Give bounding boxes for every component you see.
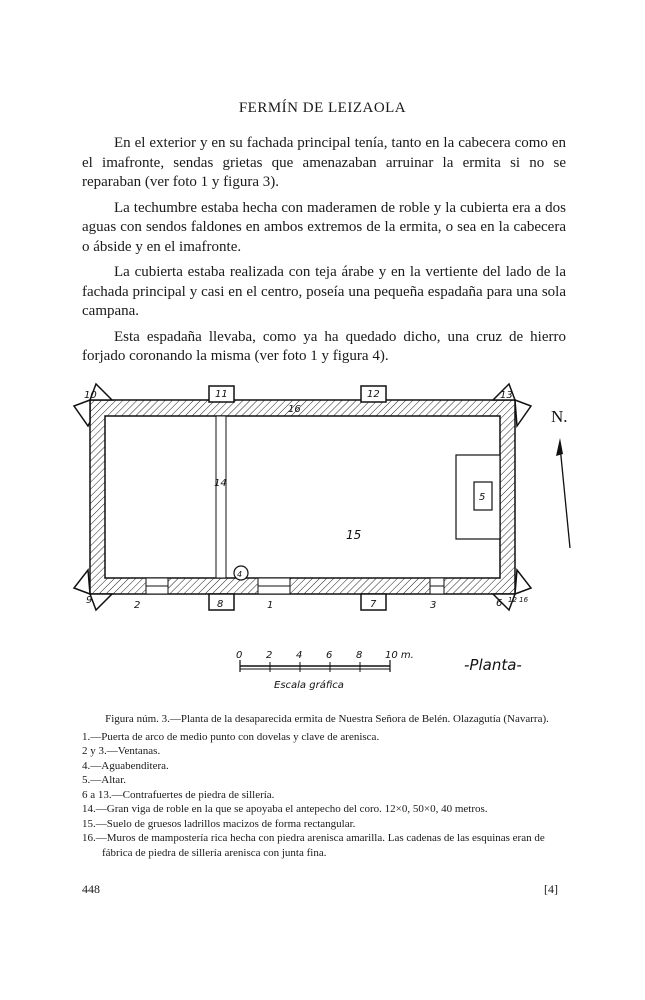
legend-item: 14.—Gran viga de roble en la que se apoyaba el antepecho del coro. 12×0, 50×0, 40 metros. [82,803,488,815]
label-5: 5 [479,492,486,503]
label-11: 11 [215,389,228,400]
caption-title: Figura núm. 3.—Planta de la desaparecida ermita de Nuestra Señora de Belén. Olazagutía (Navarra). [105,713,549,725]
label-7: 7 [370,599,377,610]
legend-item: 2 y 3.—Ventanas. [82,745,161,757]
label-3: 3 [430,600,437,611]
paragraph: En el exterior y en su fachada principal tenía, tanto en la cabecera como en el imafronte, sendas grietas que amenazaban arruinar la ermita si no se reparaban (ver foto 1 y figura 3). [82,135,566,190]
beam-14 [216,416,226,578]
legend-item: 6 a 13.—Contrafuertes de piedra de sillería. [82,788,275,801]
figure-caption [82,712,572,860]
north-label: N. [551,407,568,426]
label-10: 10 [84,390,97,401]
legend-item: 4.—Aguabenditera. [82,759,169,772]
page-number: 448 [82,882,100,896]
label-16: 16 [288,404,301,415]
scale-tick-label: 2 [266,650,273,661]
scale-tick-label: 10 m. [385,650,414,661]
section-number: [4] [544,882,558,896]
scale-tick-label: 0 [236,650,243,661]
label-4: 4 [237,570,243,579]
wall-hatch [90,400,515,594]
label-8: 8 [217,599,224,610]
legend-item: 16.—Muros de mampostería rica hecha con piedra arenisca amarilla. Las cadenas de las esquinas eran de fábrica de piedra de sillería arenisca con junta fina. [82,832,545,859]
paragraph: La cubierta estaba realizada con teja árabe y en la vertiente del lado de la fachada principal y casi en el centro, poseía una pequeña espadaña para una sola campana. [82,264,566,319]
north-arrow-head [556,438,563,456]
scale-tick-label: 6 [326,650,333,661]
paragraph: Esta espadaña llevaba, como ya ha quedado dicho, una cruz de hierro forjado coronando la misma (ver foto 1 y figura 4). [82,328,566,364]
label-15: 15 [346,528,362,542]
label-12: 12 [367,389,380,400]
label-9: 9 [86,595,93,606]
scale-bar [236,650,414,691]
scale-tick-label: 4 [296,650,303,661]
label-13: 13 [500,390,513,401]
legend-item: 15.—Suelo de gruesos ladrillos macizos de forma rectangular. [82,817,356,830]
label-6: 6 [496,598,503,609]
label-2: 2 [134,600,141,611]
floor-plan-figure [60,378,600,698]
body-text [82,134,566,373]
north-arrow [560,446,570,548]
label-1: 1 [267,600,274,611]
floor-plan-drawing [60,378,600,698]
scale-tick-label: 8 [356,650,363,661]
running-header: FERMÍN DE LEIZAOLA [238,100,407,116]
legend-item: 5.—Altar. [82,774,126,786]
legend-item: 1.—Puerta de arco de medio punto con dovelas y clave de arenisca. [82,730,380,743]
paragraph: La techumbre estaba hecha con maderamen de roble y la cubierta era a dos aguas con sendos faldones en ambos extremos de la ermita, o sea en la cabecera o ábside y en el imafronte. [82,199,566,255]
label-14: 14 [214,478,227,489]
plan-title: -Planta- [464,656,522,674]
scale-caption: Escala gráfica [274,680,344,691]
label-6-extra: 12 16 [508,596,529,604]
